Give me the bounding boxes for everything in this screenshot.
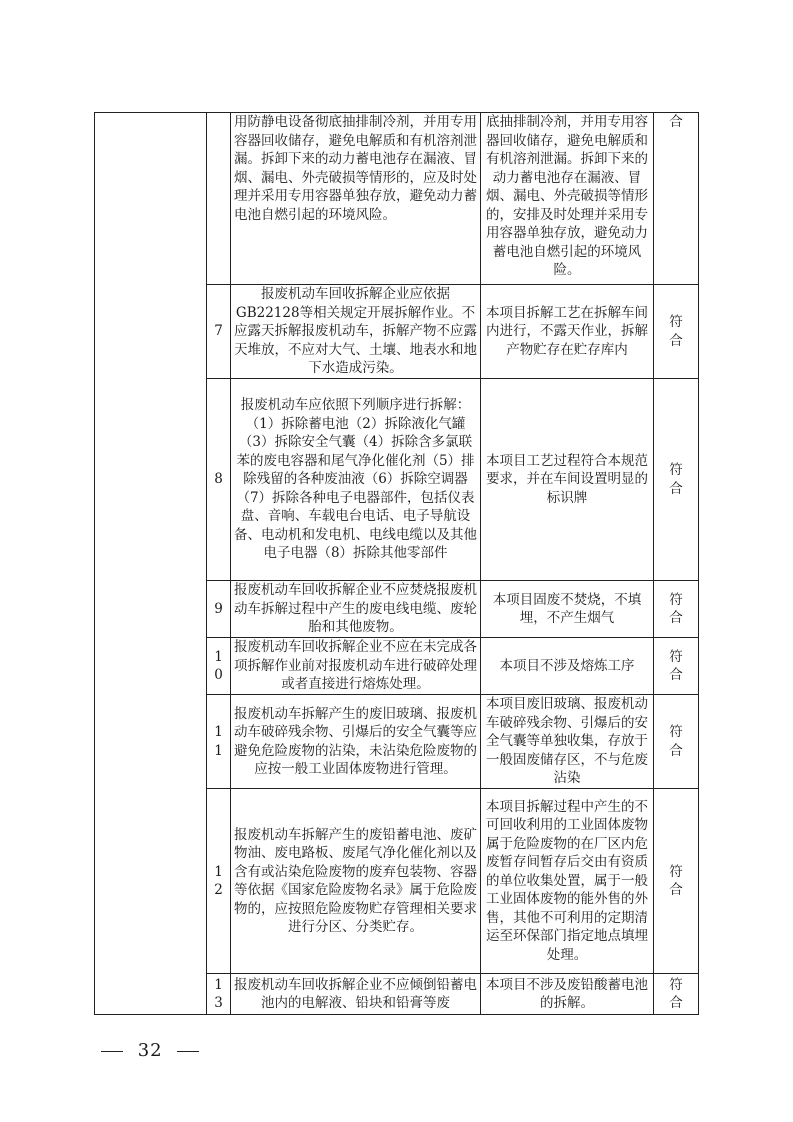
implementation-cell: 本项目拆解过程中产生的不可回收利用的工业固体废物属于危险废物的在厂区内危废暂存间暂存后交由有资质的单位收集处置，属于一般工业固体废物的能外售的外售，其他不可利用的定期清运至环保部门指定地点填埋处理。 xyxy=(481,789,654,974)
compliance-table xyxy=(94,112,699,1015)
implementation-cell: 本项目不涉及废铅酸蓄电池的拆解。 xyxy=(481,974,654,1015)
footer-dash-right xyxy=(177,1051,199,1052)
implementation-cell: 底抽排制冷剂，并用专用容器回收储存，避免电解质和有机溶剂泄漏。拆卸下来的动力蓄电池存在漏液、冒烟、漏电、外壳破损等情形的，安排及时处理并采用专用容器单独存放，避免动力蓄电池自燃引起的环境风险。 xyxy=(481,113,654,285)
row-number: 10 xyxy=(207,638,231,695)
implementation-cell: 本项目废旧玻璃、报废机动车破碎残余物、引爆后的安全气囊等单独收集，存放于一般固废储存区，不与危废沾染 xyxy=(481,695,654,789)
requirement-cell: 报废机动车回收拆解企业不应焚烧报废机动车拆解过程中产生的废电线电缆、废轮胎和其他废物。 xyxy=(231,581,481,638)
requirement-cell: 报废机动车应依照下列顺序进行拆解：（1）拆除蓄电池（2）拆除液化气罐（3）拆除安全气囊（4）拆除含多氯联苯的废电容器和尾气净化催化剂（5）排除残留的各种废油液（6）拆除空调器（7）拆除各种电子电器部件，包括仪表盘、音响、车载电台电话、电子导航设备、电动机和发电机、电线电缆以及其他电子电器（8）拆除其他零部件 xyxy=(231,379,481,581)
table-row xyxy=(95,113,699,285)
result-cell: 符合 xyxy=(654,638,699,695)
requirement-cell: 用防静电设备彻底抽排制冷剂，并用专用容器回收储存，避免电解质和有机溶剂泄漏。拆卸下来的动力蓄电池存在漏液、冒烟、漏电、外壳破损等情形的，应及时处理并采用专用容器单独存放，避免动力蓄电池自燃引起的环境风险。 xyxy=(231,113,481,285)
requirement-cell: 报废机动车拆解产生的废旧玻璃、报废机动车破碎残余物、引爆后的安全气囊等应避免危险废物的沾染，未沾染危险废物的应按一般工业固体废物进行管理。 xyxy=(231,695,481,789)
implementation-cell: 本项目工艺过程符合本规范要求，并在车间设置明显的标识牌 xyxy=(481,379,654,581)
result-cell: 符合 xyxy=(654,285,699,379)
row-number xyxy=(207,113,231,285)
page-number: 32 xyxy=(137,1040,163,1061)
result-cell: 合 xyxy=(654,113,699,285)
implementation-cell: 本项目拆解工艺在拆解车间内进行，不露天作业，拆解产物贮存在贮存库内 xyxy=(481,285,654,379)
row-number: 8 xyxy=(207,379,231,581)
requirement-cell: 报废机动车回收拆解企业不应倾倒铅蓄电池内的电解液、铅块和铅膏等废 xyxy=(231,974,481,1015)
row-number: 11 xyxy=(207,695,231,789)
result-cell: 符合 xyxy=(654,581,699,638)
result-cell: 符合 xyxy=(654,379,699,581)
page-footer xyxy=(101,1040,199,1061)
footer-dash-left xyxy=(101,1051,123,1052)
row-number: 12 xyxy=(207,789,231,974)
result-cell: 符合 xyxy=(654,789,699,974)
requirement-cell: 报废机动车回收拆解企业应依据GB22128等相关规定开展拆解作业。不应露天拆解报废机动车，拆解产物不应露天堆放，不应对大气、土壤、地表水和地下水造成污染。 xyxy=(231,285,481,379)
requirement-cell: 报废机动车回收拆解企业不应在未完成各项拆解作业前对报废机动车进行破碎处理或者直接进行熔炼处理。 xyxy=(231,638,481,695)
requirement-cell: 报废机动车拆解产生的废铅蓄电池、废矿物油、废电路板、废尾气净化催化剂以及含有或沾染危险废物的废弃包装物、容器等依据《国家危险废物名录》属于危险废物的，应按照危险废物贮存管理相关要求进行分区、分类贮存。 xyxy=(231,789,481,974)
row-number: 13 xyxy=(207,974,231,1015)
result-cell: 符合 xyxy=(654,974,699,1015)
row-number: 9 xyxy=(207,581,231,638)
result-cell: 符合 xyxy=(654,695,699,789)
implementation-cell: 本项目不涉及熔炼工序 xyxy=(481,638,654,695)
implementation-cell: 本项目固废不焚烧，不填埋，不产生烟气 xyxy=(481,581,654,638)
row-number: 7 xyxy=(207,285,231,379)
category-cell xyxy=(95,113,207,1015)
